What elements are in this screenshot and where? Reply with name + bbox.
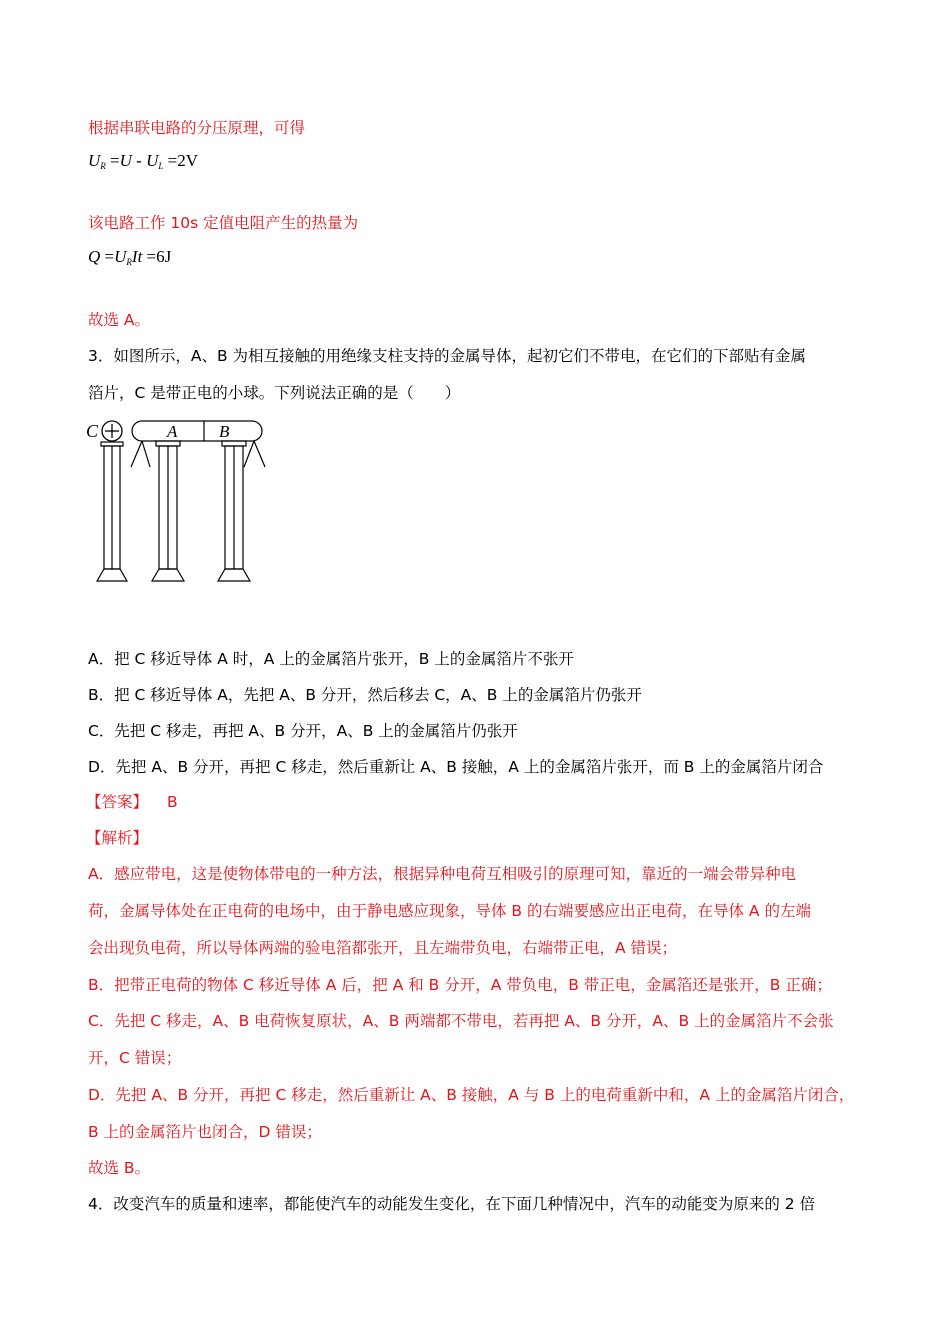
question-4-line: 4．改变汽车的质量和速率，都能使汽车的动能发生变化，在下面几种情况中，汽车的动能变为原来的 2 倍 [88, 1195, 816, 1213]
explanation-line: D．先把 A、B 分开，再把 C 移走，然后重新让 A、B 接触，A 与 B 上的电荷重新中和，A 上的金属箔片闭合， [88, 1086, 855, 1104]
conductor-ab [132, 421, 262, 441]
question-3-line: 3．如图所示，A、B 为相互接触的用绝缘支柱支持的金属导体，起初它们不带电，在它们的下部贴有金属 [88, 347, 807, 365]
subscript-l: L [158, 161, 164, 171]
text-line: 故选 A。 [88, 311, 151, 329]
value: 6J [156, 247, 172, 266]
minus-sign: - [136, 151, 142, 170]
answer-value: B [166, 793, 178, 811]
conductor-figure [84, 415, 274, 585]
symbol-u: U [88, 151, 101, 170]
explanation-line: A．感应带电，这是使物体带电的一种方法，根据异种电荷互相吸引的原理可知，靠近的一端会带异种电 [88, 865, 797, 883]
equals-sign: = [104, 247, 115, 266]
explanation-line: 故选 B。 [88, 1159, 151, 1177]
symbol-u: U [146, 151, 159, 170]
answer-row [86, 791, 178, 813]
explanation-line: B．把带正电荷的物体 C 移近导体 A 后，把 A 和 B 分开，A 带负电，B 带正电，金属箔还是张开，B 正确； [88, 976, 832, 994]
explanation-line: B 上的金属箔片也闭合，D 错误； [88, 1123, 322, 1141]
label-c: C [86, 421, 99, 441]
question-3-line: 箔片，C 是带正电的小球。下列说法正确的是（ ） [88, 384, 461, 402]
symbol-u: U [119, 151, 132, 170]
foil-b [244, 441, 265, 467]
label-b: B [219, 422, 230, 441]
pillar-c [97, 442, 127, 581]
subscript-r: R [126, 257, 132, 267]
equals-sign: = [110, 151, 120, 170]
symbol-u: U [114, 247, 127, 266]
option-d: D．先把 A、B 分开，再把 C 移走，然后重新让 A、B 接触，A 上的金属箔片张开，而 B 上的金属箔片闭合 [88, 758, 824, 776]
explanation-line: 荷，金属导体处在正电荷的电场中，由于静电感应现象，导体 B 的右端要感应出正电荷，在导体 A 的左端 [88, 902, 811, 920]
pillar-b [218, 441, 250, 581]
analysis-label: 【解析】 [86, 829, 149, 847]
symbol-it: It [131, 247, 143, 266]
answer-label: 【答案】 [86, 793, 149, 811]
option-b: B．把 C 移近导体 A，先把 A、B 分开，然后移去 C，A、B 上的金属箔片仍张开 [88, 686, 642, 704]
text-line: 该电路工作 10s 定值电阻产生的热量为 [88, 214, 359, 232]
explanation-line: 开，C 错误； [88, 1049, 182, 1067]
explanation-line: C．先把 C 移走，A、B 电荷恢复原状，A、B 两端都不带电，若再把 A、B 分开，A、B 上的金属箔片不会张 [88, 1012, 834, 1030]
equals-sign: = [146, 247, 157, 266]
symbol-q: Q [88, 247, 101, 266]
text-line: 根据串联电路的分压原理，可得 [88, 119, 306, 137]
value: 2V [177, 151, 198, 170]
label-a: A [167, 422, 178, 441]
equals-sign: = [167, 151, 178, 170]
option-c: C．先把 C 移走，再把 A、B 分开，A、B 上的金属箔片仍张开 [88, 722, 518, 740]
foil-a [131, 441, 150, 467]
equation-ur [88, 150, 198, 177]
pillar-a [152, 441, 184, 581]
option-a: A．把 C 移近导体 A 时，A 上的金属箔片张开，B 上的金属箔片不张开 [88, 650, 574, 668]
subscript-r: R [100, 161, 106, 171]
explanation-line: 会出现负电荷，所以导体两端的验电箔都张开，且左端带负电，右端带正电，A 错误； [88, 939, 678, 957]
equation-q [88, 246, 171, 273]
